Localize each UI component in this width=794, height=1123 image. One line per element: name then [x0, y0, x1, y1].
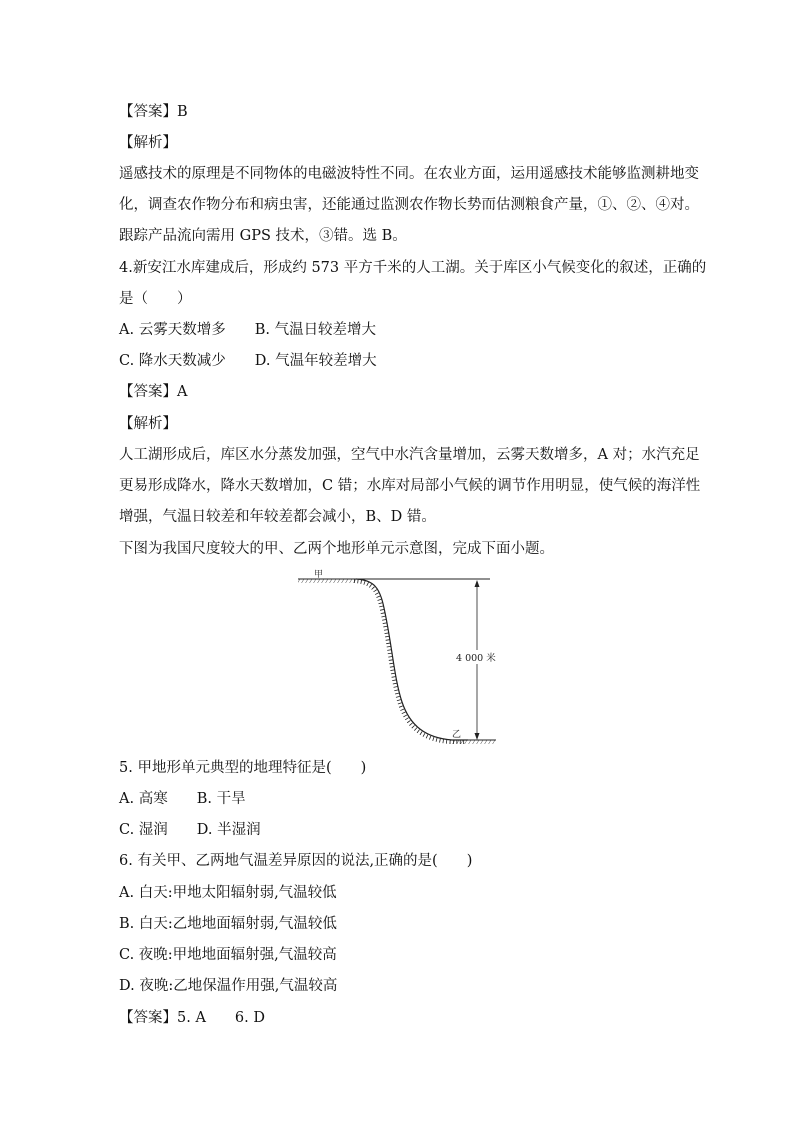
question-5: 5. 甲地形单元典型的地理特征是( ) — [119, 760, 367, 776]
basin-hatch — [450, 740, 496, 744]
escarpment-profile — [356, 579, 468, 740]
answer-q3: 【答案】B — [119, 104, 188, 120]
figure-intro: 下图为我国尺度较大的甲、乙两个地形单元示意图，完成下面小题。 — [119, 541, 554, 557]
label-jia: 甲 — [314, 570, 324, 580]
question-6-option-a: A. 白天:甲地太阳辐射弱,气温较低 — [119, 885, 337, 901]
height-label: 4 000 米 — [456, 653, 496, 664]
question-6: 6. 有关甲、乙两地气温差异原因的说法,正确的是( ) — [119, 853, 473, 869]
question-4-options-ab: A. 云雾天数增多 B. 气温日较差增大 — [119, 322, 377, 338]
question-4-options-cd: C. 降水天数减少 D. 气温年较差增大 — [119, 353, 377, 369]
answer-q4: 【答案】A — [119, 384, 188, 400]
explanation-q4-line1: 人工湖形成后，库区水分蒸发加强，空气中水汽含量增加，云雾天数增多，A 对；水汽充足 — [119, 447, 700, 463]
explanation-q3-line3: 跟踪产品流向需用 GPS 技术，③错。选 B。 — [119, 228, 407, 244]
explanation-heading-q3: 【解析】 — [119, 135, 177, 151]
question-5-options-cd: C. 湿润 D. 半湿润 — [119, 822, 261, 838]
label-yi: 乙 — [452, 730, 462, 740]
explanation-heading-q4: 【解析】 — [119, 416, 177, 432]
terrain-diagram — [290, 568, 500, 748]
question-4-line1: 4.新安江水库建成后，形成约 573 平方千米的人工湖。关于库区小气候变化的叙述，正确的 — [119, 260, 707, 276]
question-6-option-b: B. 白天:乙地地面辐射弱,气温较低 — [119, 916, 337, 932]
question-5-options-ab: A. 高寒 B. 干旱 — [119, 791, 246, 807]
explanation-q4-line2: 更易形成降水，降水天数增加，C 错；水库对局部小气候的调节作用明显，使气候的海洋性 — [119, 478, 701, 494]
question-6-option-d: D. 夜晚:乙地保温作用强,气温较高 — [119, 978, 338, 994]
question-4-line2: 是（ ） — [119, 291, 192, 307]
explanation-q3-line1: 遥感技术的原理是不同物体的电磁波特性不同。在农业方面，运用遥感技术能够监测耕地变 — [119, 166, 699, 182]
question-6-option-c: C. 夜晚:甲地地面辐射强,气温较高 — [119, 947, 337, 963]
height-arrowhead-bottom — [475, 733, 480, 740]
height-arrowhead-top — [475, 580, 480, 587]
explanation-q4-line3: 增强，气温日较差和年较差都会减小，B、D 错。 — [119, 509, 436, 525]
explanation-q3-line2: 化，调查农作物分布和病虫害，还能通过监测农作物长势而估测粮食产量，①、②、④对。 — [119, 197, 699, 213]
answer-q5-q6: 【答案】5. A 6. D — [119, 1010, 265, 1026]
plateau-hatch — [298, 579, 356, 583]
